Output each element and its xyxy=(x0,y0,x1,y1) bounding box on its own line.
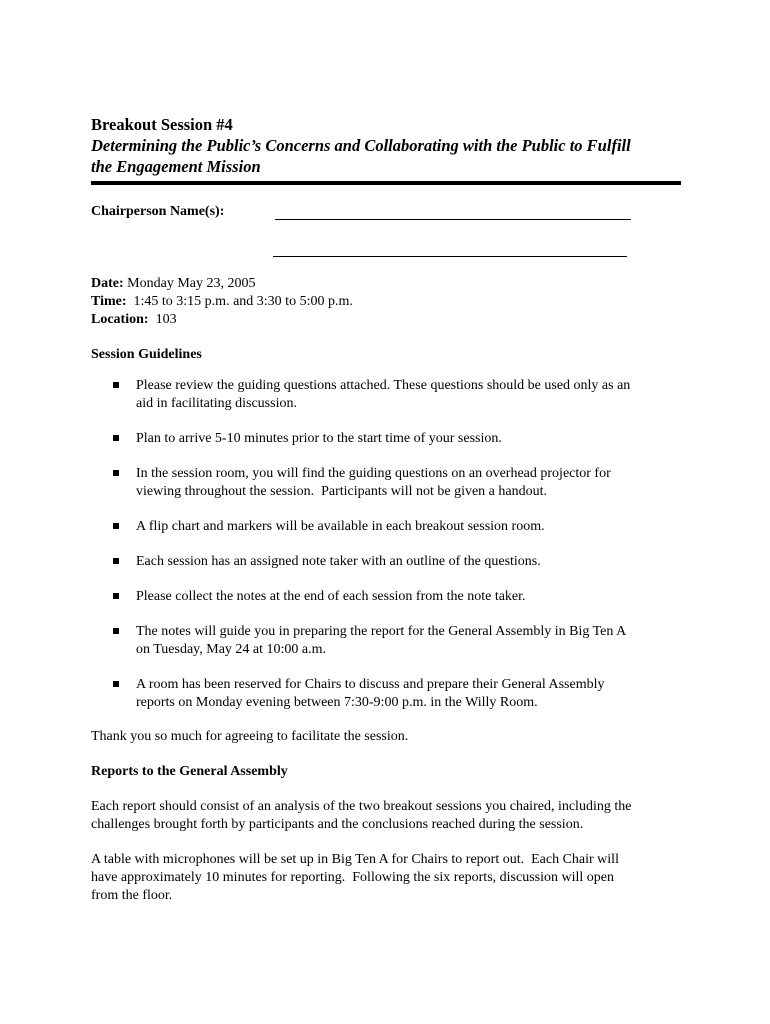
session-heading: Breakout Session #4 xyxy=(91,115,233,134)
guideline-item: Plan to arrive 5-10 minutes prior to the start time of your session. xyxy=(91,430,681,448)
guideline-item: Please review the guiding questions attached. These questions should be used only as an aid in facilitating discussion. xyxy=(91,377,681,413)
date-label: Date: xyxy=(91,276,124,291)
time-value: 1:45 to 3:15 p.m. and 3:30 to 5:00 p.m. xyxy=(126,294,353,309)
reports-heading: Reports to the General Assembly xyxy=(91,764,288,779)
location-value: 103 xyxy=(148,312,177,327)
thanks-paragraph: Thank you so much for agreeing to facilitate the session. xyxy=(91,729,409,744)
square-bullet-icon xyxy=(113,470,119,476)
chairperson-blank-line-2 xyxy=(273,256,627,257)
chairperson-row xyxy=(91,202,681,222)
square-bullet-icon xyxy=(113,593,119,599)
guidelines-heading: Session Guidelines xyxy=(91,347,202,362)
session-title-line-1: Determining the Public’s Concerns and Collaborating with the Public to Fulfill xyxy=(91,136,631,155)
location-line xyxy=(91,311,681,329)
date-value: Monday May 23, 2005 xyxy=(123,276,256,291)
guideline-item: In the session room, you will find the guiding questions on an overhead projector for viewing throughout the session. Participants will not be given a handout. xyxy=(91,465,681,501)
time-line xyxy=(91,293,681,311)
square-bullet-icon xyxy=(113,681,119,687)
session-title-line-2: the Engagement Mission xyxy=(91,157,261,176)
session-details xyxy=(91,275,681,329)
square-bullet-icon xyxy=(113,558,119,564)
reports-paragraph-1: Each report should consist of an analysis of the two breakout sessions you chaired, including the challenges brought forth by participants and the conclusions reached during the session. xyxy=(91,799,632,832)
square-bullet-icon xyxy=(113,523,119,529)
reports-paragraph-2: A table with microphones will be set up in Big Ten A for Chairs to report out. Each Chair will have approximately 10 minutes for reporting. Following the six reports, discussion will open from the floor. xyxy=(91,852,619,903)
guideline-item: Please collect the notes at the end of each session from the note taker. xyxy=(91,588,681,606)
square-bullet-icon xyxy=(113,435,119,441)
document-page xyxy=(91,114,681,905)
square-bullet-icon xyxy=(113,628,119,634)
guideline-item: A flip chart and markers will be available in each breakout session room. xyxy=(91,518,681,536)
guideline-item: A room has been reserved for Chairs to discuss and prepare their General Assembly reports on Monday evening between 7:30-9:00 p.m. in the Willy Room. xyxy=(91,676,681,712)
time-label: Time: xyxy=(91,294,127,309)
heading-divider xyxy=(91,181,681,185)
date-line xyxy=(91,275,681,293)
chairperson-blank-line-1 xyxy=(275,219,631,220)
guideline-item: Each session has an assigned note taker with an outline of the questions. xyxy=(91,553,681,571)
square-bullet-icon xyxy=(113,382,119,388)
location-label: Location: xyxy=(91,312,149,327)
guidelines-list xyxy=(91,377,681,712)
chairperson-label: Chairperson Name(s): xyxy=(91,204,225,219)
guideline-item: The notes will guide you in preparing the report for the General Assembly in Big Ten A on Tuesday, May 24 at 10:00 a.m. xyxy=(91,623,681,659)
